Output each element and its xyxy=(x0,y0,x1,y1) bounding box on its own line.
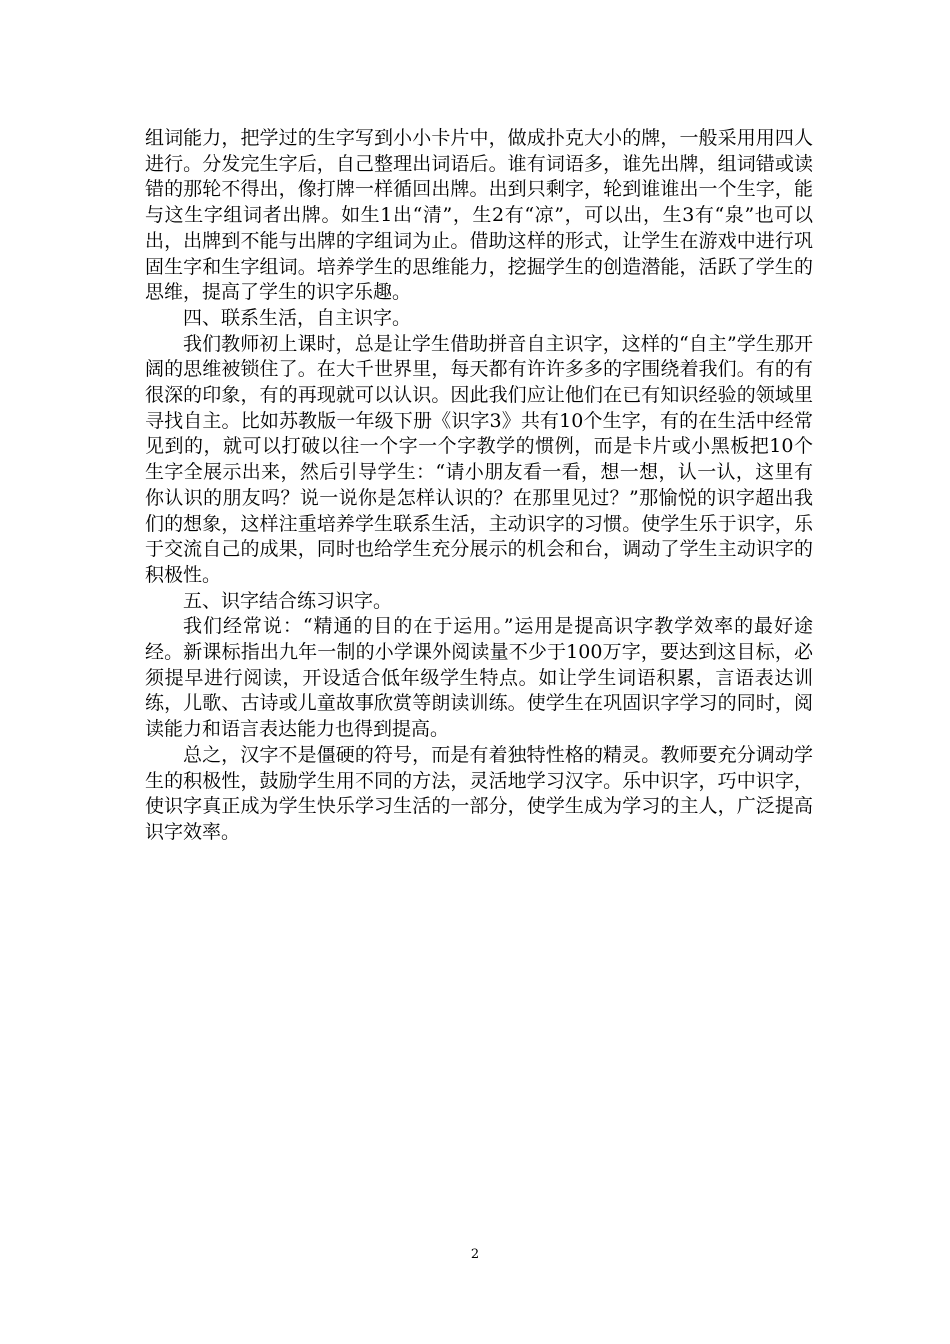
paragraph: 我们教师初上课时，总是让学生借助拼音自主识字，这样的“自主”学生那开阔的思维被锁住了。在大千世界里，每天都有许许多多的字围绕着我们。有的有很深的印象，有的再现就可以认识。因此我们应让他们在已有知识经验的领域里寻找自主。比如苏教版一年级下册《识字3》共有10个生字，有的在生活中经常见到的，就可以打破以往一个字一个字教学的惯例，而是卡片或小黑板把10个生字全展示出来，然后引导学生：“请小朋友看一看，想一想，认一认，这里有你认识的朋友吗？说一说你是怎样认识的？在那里见过？”那愉悦的识字超出我们的想象，这样注重培养学生联系生活，主动识字的习惯。使学生乐于识字，乐于交流自己的成果，同时也给学生充分展示的机会和台，调动了学生主动识字的积极性。 xyxy=(145,332,813,586)
page-number: 2 xyxy=(470,1247,480,1262)
section-heading-4: 四、联系生活，自主识字。 xyxy=(183,306,412,329)
conclusion-paragraph: 总之，汉字不是僵硬的符号，而是有着独特性格的精灵。教师要充分调动学生的积极性，鼓励学生用不同的方法，灵活地学习汉字。乐中识字，巧中识字，使识字真正成为学生快乐学习生活的一部分，使学生成为学习的主人，广泛提高识字效率。 xyxy=(145,743,813,843)
section-heading-5: 五、识字结合练习识字。 xyxy=(183,589,393,612)
document-body xyxy=(145,126,813,846)
paragraph: 我们经常说：“精通的目的在于运用。”运用是提高识字教学效率的最好途经。新课标指出九年一制的小学课外阅读量不少于100万字，要达到这目标，必须提早进行阅读，开设适合低年级学生特点。如让学生词语积累，言语表达训练，儿歌、古诗或儿童故事欣赏等朗读训练。使学生在巩固识字学习的同时，阅读能力和语言表达能力也得到提高。 xyxy=(145,615,813,741)
paragraph-continuation: 组词能力，把学过的生字写到小小卡片中，做成扑克大小的牌，一般采用用四人进行。分发完生字后，自己整理出词语后。谁有词语多，谁先出牌，组词错或读错的那轮不得出，像打牌一样循回出牌。出到只剩字，轮到谁谁出一个生字，能与这生字组词者出牌。如生1出“清”，生2有“凉”，可以出，生3有“泉”也可以出，出牌到不能与出牌的字组词为止。借助这样的形式，让学生在游戏中进行巩固生字和生字组词。培养学生的思维能力，挖掘学生的创造潜能，活跃了学生的思维，提高了学生的识字乐趣。 xyxy=(145,127,813,304)
